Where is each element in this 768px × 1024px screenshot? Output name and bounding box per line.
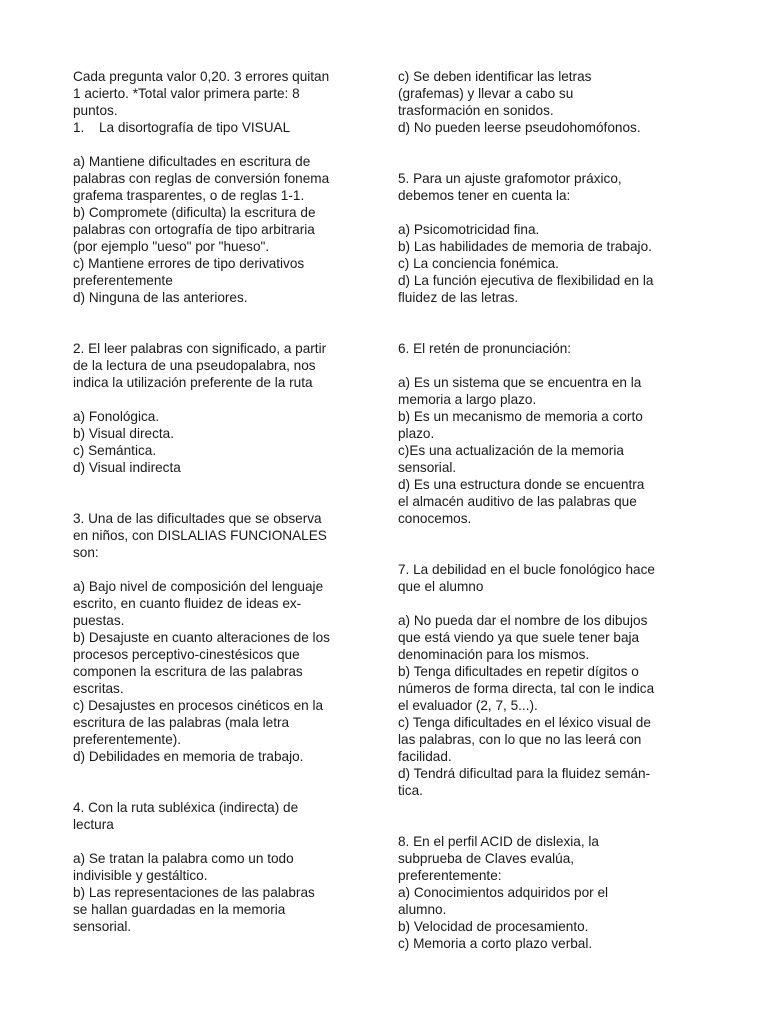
- option-line: b) Velocidad de procesamiento.: [398, 919, 589, 934]
- option-line: d) Tendrá dificultad para la fluidez semán-: [398, 766, 651, 781]
- question-text: 3. Una de las dificultades que se observa: [73, 511, 322, 526]
- option-line: a) Conocimientos adquiridos por el: [398, 885, 609, 900]
- question-text: indica la utilización preferente de la ruta: [73, 375, 313, 390]
- option-line: c) Semántica.: [73, 443, 157, 458]
- right-column: [398, 68, 698, 952]
- option-line: memoria a largo plazo.: [398, 392, 537, 407]
- question-text: preferentemente:: [398, 868, 502, 883]
- option-line: b) Es un mecanismo de memoria a corto: [398, 409, 643, 424]
- option-line: denominación para los mismos.: [398, 647, 590, 662]
- option-line: componen la escritura de las palabras: [73, 664, 303, 679]
- option-line: plazo.: [398, 426, 435, 441]
- option-line: c) Se deben identificar las letras: [398, 69, 592, 84]
- option-line: a) Mantiene dificultades en escritura de: [73, 154, 311, 169]
- option-line: el evaluador (2, 7, 5...).: [398, 698, 538, 713]
- option-line: números de forma directa, tal con le indica: [398, 681, 655, 696]
- text-line: Cada pregunta valor 0,20. 3 errores quitan: [73, 69, 330, 84]
- option-line: c) Desajustes en procesos cinéticos en la: [73, 698, 324, 713]
- option-line: el almacén auditivo de las palabras que: [398, 494, 637, 509]
- question-text: de la lectura de una pseudopalabra, nos: [73, 358, 316, 373]
- option-line: c) Tenga dificultades en el léxico visual de: [398, 715, 651, 730]
- option-line: a) Se tratan la palabra como un todo: [73, 851, 294, 866]
- question-4-continued: [398, 68, 698, 136]
- option-line: las palabras, con lo que no las leerá con: [398, 732, 642, 747]
- option-line: facilidad.: [398, 749, 452, 764]
- question-number: 1.: [73, 120, 85, 135]
- question-5: [398, 170, 698, 306]
- question-4: [73, 799, 373, 935]
- option-line: b) Las habilidades de memoria de trabajo.: [398, 239, 652, 254]
- question-3: [73, 510, 373, 765]
- option-line: palabras con reglas de conversión fonema: [73, 171, 330, 186]
- option-line: a) Es un sistema que se encuentra en la: [398, 375, 642, 390]
- option-line: preferentemente: [73, 273, 173, 288]
- option-line: preferentemente).: [73, 732, 182, 747]
- option-line: escrito, en cuanto fluidez de ideas ex-: [73, 596, 302, 611]
- option-line: tica.: [398, 783, 423, 798]
- option-line: fluidez de las letras.: [398, 290, 519, 305]
- question-8: [398, 833, 698, 952]
- text-line: puntos.: [73, 103, 118, 118]
- option-line: d) La función ejecutiva de flexibilidad en la: [398, 273, 654, 288]
- question-text: 7. La debilidad en el bucle fonológico hace: [398, 562, 655, 577]
- question-6: [398, 340, 698, 527]
- option-line: palabras con ortografía de tipo arbitraria: [73, 222, 315, 237]
- option-line: a) Fonológica.: [73, 409, 160, 424]
- question-2: [73, 340, 373, 476]
- option-line: conocemos.: [398, 511, 472, 526]
- question-text: que el alumno: [398, 579, 484, 594]
- option-line: b) Las representaciones de las palabras: [73, 885, 315, 900]
- question-7: [398, 561, 698, 799]
- question-text: 8. En el perfil ACID de dislexia, la: [398, 834, 599, 849]
- option-line: (por ejemplo "ueso" por "hueso".: [73, 239, 270, 254]
- question-text: 5. Para un ajuste grafomotor práxico,: [398, 171, 622, 186]
- question-text: 2. El leer palabras con significado, a partir: [73, 341, 327, 356]
- option-line: sensorial.: [73, 919, 132, 934]
- option-line: a) Psicomotricidad fina.: [398, 222, 540, 237]
- question-text: subprueba de Claves evalúa,: [398, 851, 575, 866]
- option-line: a) No pueda dar el nombre de los dibujos: [398, 613, 648, 628]
- option-line: d) Ninguna de las anteriores.: [73, 290, 248, 305]
- question-text: son:: [73, 545, 99, 560]
- option-line: indivisible y gestáltico.: [73, 868, 208, 883]
- question-label: La disortografía de tipo VISUAL: [99, 120, 291, 135]
- option-line: c) La conciencia fonémica.: [398, 256, 559, 271]
- option-line: (grafemas) y llevar a cabo su: [398, 86, 574, 101]
- option-line: c)Es una actualización de la memoria: [398, 443, 624, 458]
- question-options: [73, 153, 373, 306]
- left-column: [73, 68, 373, 935]
- option-line: d) Debilidades en memoria de trabajo.: [73, 749, 304, 764]
- question-text: lectura: [73, 817, 114, 832]
- option-line: puestas.: [73, 613, 125, 628]
- option-line: b) Compromete (dificulta) la escritura de: [73, 205, 316, 220]
- question-1: [73, 119, 373, 306]
- question-text: en niños, con DISLALIAS FUNCIONALES: [73, 528, 327, 543]
- option-line: b) Desajuste en cuanto alteraciones de los: [73, 630, 330, 645]
- option-line: d) Es una estructura donde se encuentra: [398, 477, 645, 492]
- option-line: escritas.: [73, 681, 124, 696]
- option-line: d) Visual indirecta: [73, 460, 181, 475]
- option-line: c) Mantiene errores de tipo derivativos: [73, 256, 305, 271]
- option-line: alumno.: [398, 902, 447, 917]
- question-text: [73, 119, 373, 136]
- text-line: 1 acierto. *Total valor primera parte: 8: [73, 86, 300, 101]
- option-line: b) Tenga dificultades en repetir dígitos o: [398, 664, 639, 679]
- option-line: escritura de las palabras (mala letra: [73, 715, 290, 730]
- option-line: trasformación en sonidos.: [398, 103, 554, 118]
- option-line: c) Memoria a corto plazo verbal.: [398, 936, 593, 951]
- option-line: d) No pueden leerse pseudohomófonos.: [398, 120, 641, 135]
- question-text: 4. Con la ruta subléxica (indirecta) de: [73, 800, 299, 815]
- option-line: grafema trasparentes, o de reglas 1-1.: [73, 188, 305, 203]
- option-line: que está viendo ya que suele tener baja: [398, 630, 640, 645]
- option-line: a) Bajo nivel de composición del lenguaje: [73, 579, 324, 594]
- option-line: b) Visual directa.: [73, 426, 174, 441]
- question-text: 6. El retén de pronunciación:: [398, 341, 572, 356]
- question-text: debemos tener en cuenta la:: [398, 188, 571, 203]
- option-line: se hallan guardadas en la memoria: [73, 902, 286, 917]
- intro-text: [73, 68, 373, 119]
- option-line: sensorial.: [398, 460, 457, 475]
- option-line: procesos perceptivo-cinestésicos que: [73, 647, 300, 662]
